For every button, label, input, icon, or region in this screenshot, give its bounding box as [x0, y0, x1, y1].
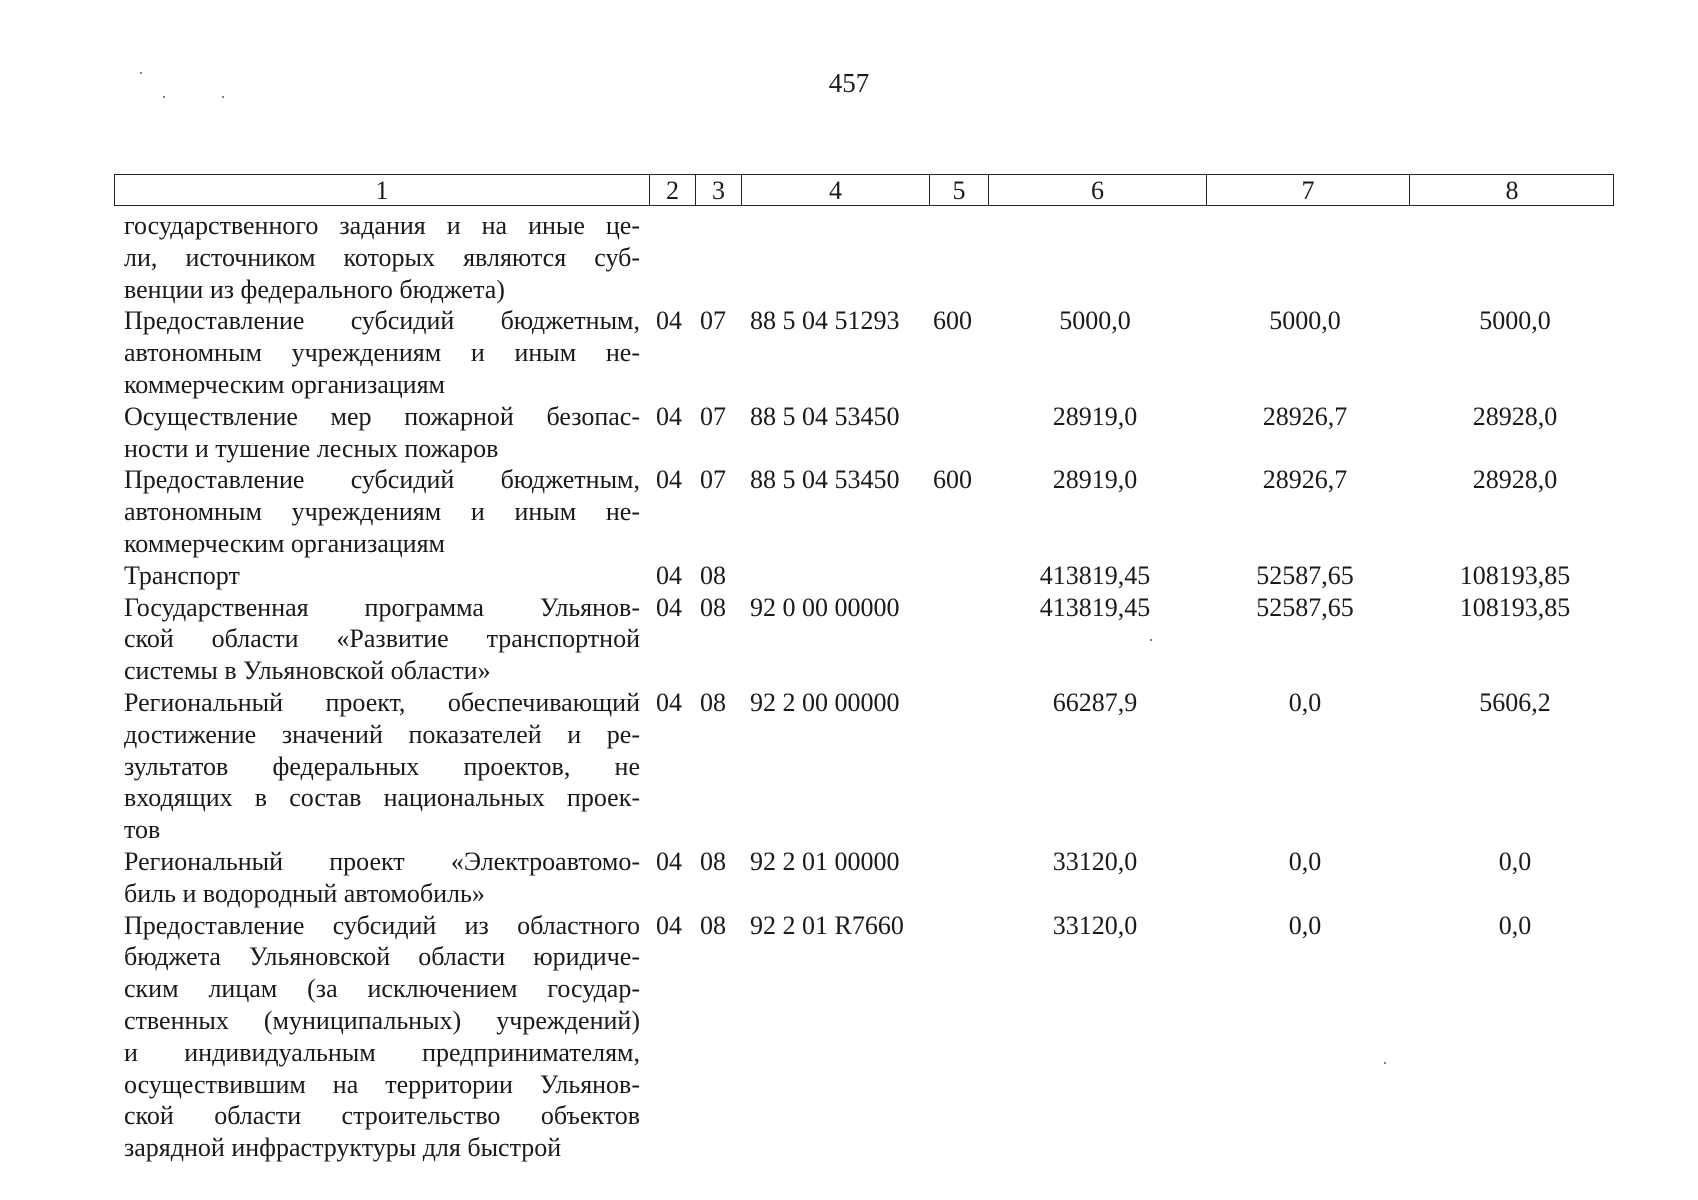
- row-name: [124, 305, 640, 400]
- header-cell-7: 7: [1206, 175, 1409, 205]
- header-cell-2: 2: [649, 175, 695, 205]
- section-code: 04: [656, 401, 682, 431]
- row-name-line: системы в Ульяновской области»: [124, 656, 491, 686]
- table-row: [0, 910, 1698, 1164]
- row-name-line: автономным учреждениям и иным не-: [124, 338, 640, 368]
- amount-col-8: 108193,85: [1459, 560, 1571, 590]
- row-name-line: коммерческим организациям: [124, 528, 446, 558]
- row-name-line: зарядной инфраструктуры для быстрой: [124, 1133, 562, 1163]
- row-name-line: коммерческим организациям: [124, 369, 446, 399]
- table-row: [0, 401, 1698, 465]
- amount-col-6: 33120,0: [1052, 910, 1138, 940]
- subsection-code: 08: [700, 560, 726, 590]
- target-article-code: 92 2 00 00000: [750, 687, 900, 717]
- target-article-code: 88 5 04 53450: [750, 465, 900, 495]
- row-name-line: Предоставление субсидий бюджетным,: [124, 306, 640, 336]
- row-name: [124, 687, 640, 846]
- amount-col-6: 66287,9: [1052, 687, 1138, 717]
- subsection-code: 07: [700, 465, 726, 495]
- row-name-line: Предоставление субсидий бюджетным,: [124, 465, 640, 495]
- section-code: 04: [656, 592, 682, 622]
- row-name-line: ской области «Развитие транспортной: [124, 624, 640, 654]
- target-article-code: 92 0 00 00000: [750, 592, 900, 622]
- row-name-line: Осуществление мер пожарной безопас-: [124, 401, 640, 431]
- row-name: [124, 560, 640, 592]
- header-cell-5: 5: [929, 175, 988, 205]
- row-name-line: Предоставление субсидий из областного: [124, 910, 640, 940]
- row-name-line: зультатов федеральных проектов, не: [124, 751, 640, 781]
- section-code: 04: [656, 910, 682, 940]
- header-cell-4: 4: [741, 175, 929, 205]
- row-name-line: ственных (муниципальных) учреждений): [124, 1005, 640, 1035]
- subsection-code: 07: [700, 401, 726, 431]
- target-article-code: 92 2 01 R7660: [750, 910, 904, 940]
- scan-speck: [140, 72, 142, 74]
- row-name: [124, 401, 640, 465]
- amount-col-8: 0,0: [1498, 910, 1532, 940]
- amount-col-7: 0,0: [1288, 846, 1322, 876]
- header-cell-1: 1: [375, 176, 389, 205]
- section-code: 04: [656, 687, 682, 717]
- section-code: 04: [656, 465, 682, 495]
- subsection-code: 07: [700, 306, 726, 336]
- row-name: [124, 910, 640, 1164]
- amount-col-7: 0,0: [1288, 910, 1322, 940]
- page-number: 457: [828, 68, 870, 98]
- header-cell-3: 3: [695, 175, 741, 205]
- amount-col-6: 413819,45: [1039, 592, 1151, 622]
- amount-col-7: 52587,65: [1256, 560, 1354, 590]
- row-name-line: тов: [124, 815, 161, 845]
- amount-col-8: 28928,0: [1472, 401, 1558, 431]
- row-name-line: входящих в состав национальных проек-: [124, 783, 640, 813]
- amount-col-6: 33120,0: [1052, 846, 1138, 876]
- row-name-line: достижение значений показателей и ре-: [124, 719, 640, 749]
- header-cell-8: 8: [1409, 175, 1614, 205]
- target-article-code: 88 5 04 51293: [750, 306, 900, 336]
- row-name-line: Региональный проект, обеспечивающий: [124, 687, 640, 717]
- expense-kind-code: 600: [933, 306, 972, 336]
- subsection-code: 08: [700, 687, 726, 717]
- subsection-code: 08: [700, 846, 726, 876]
- row-name-line: ской области строительство объектов: [124, 1101, 640, 1131]
- table-body: [0, 210, 1698, 1164]
- amount-col-8: 5606,2: [1479, 687, 1551, 717]
- table-row: [0, 846, 1698, 910]
- table-header-row: [114, 174, 1614, 206]
- row-name-line: осуществившим на территории Ульянов-: [124, 1069, 640, 1099]
- amount-col-7: 52587,65: [1256, 592, 1354, 622]
- amount-col-8: 0,0: [1498, 846, 1532, 876]
- amount-col-7: 0,0: [1288, 687, 1322, 717]
- expense-kind-code: 600: [933, 465, 972, 495]
- target-article-code: 92 2 01 00000: [750, 846, 900, 876]
- subsection-code: 08: [700, 910, 726, 940]
- row-name-line: Транспорт: [124, 560, 240, 590]
- row-name-line: бюджета Ульяновской области юридиче-: [124, 942, 640, 972]
- table-row: [0, 592, 1698, 687]
- target-article-code: 88 5 04 53450: [750, 401, 900, 431]
- amount-col-7: 28926,7: [1262, 401, 1348, 431]
- row-name-line: Государственная программа Ульянов-: [124, 592, 640, 622]
- subsection-code: 08: [700, 592, 726, 622]
- amount-col-7: 5000,0: [1269, 306, 1341, 336]
- row-name-line: Региональный проект «Электроавтомо-: [124, 846, 640, 876]
- table-row: [0, 210, 1698, 305]
- header-cell-6: 6: [988, 175, 1206, 205]
- amount-col-6: 28919,0: [1052, 465, 1138, 495]
- table-row: [0, 464, 1698, 559]
- row-name-line: ским лицам (за исключением государ-: [124, 974, 640, 1004]
- row-name: [124, 592, 640, 687]
- table-row: [0, 560, 1698, 592]
- table-row: [0, 305, 1698, 400]
- amount-col-6: 5000,0: [1059, 306, 1131, 336]
- row-name: [124, 846, 640, 910]
- amount-col-8: 108193,85: [1459, 592, 1571, 622]
- section-code: 04: [656, 846, 682, 876]
- row-name: [124, 464, 640, 559]
- row-name-line: ли, источником которых являются суб-: [124, 242, 640, 272]
- amount-col-6: 28919,0: [1052, 401, 1138, 431]
- row-name-line: государственного задания и на иные це-: [124, 211, 640, 240]
- scan-speck: [163, 96, 165, 98]
- row-name-line: ности и тушение лесных пожаров: [124, 433, 499, 463]
- amount-col-7: 28926,7: [1262, 465, 1348, 495]
- amount-col-8: 5000,0: [1479, 306, 1551, 336]
- row-name: [124, 210, 640, 305]
- table-row: [0, 687, 1698, 846]
- section-code: 04: [656, 560, 682, 590]
- row-name-line: и индивидуальным предпринимателям,: [124, 1037, 640, 1067]
- section-code: 04: [656, 306, 682, 336]
- row-name-line: венции из федерального бюджета): [124, 274, 505, 304]
- scan-speck: [222, 96, 224, 98]
- amount-col-6: 413819,45: [1039, 560, 1151, 590]
- amount-col-8: 28928,0: [1472, 465, 1558, 495]
- row-name-line: биль и водородный автомобиль»: [124, 878, 485, 908]
- row-name-line: автономным учреждениям и иным не-: [124, 497, 640, 527]
